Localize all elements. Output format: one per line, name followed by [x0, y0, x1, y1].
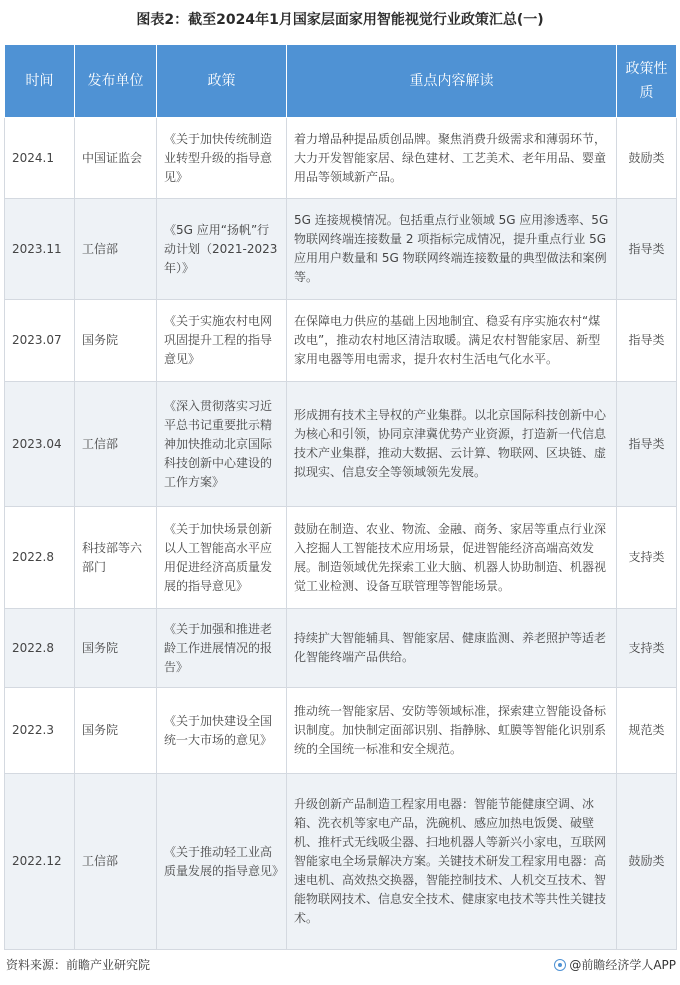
- cell-date: 2022.3: [5, 688, 75, 774]
- cell-date: 2022.12: [5, 774, 75, 950]
- cell-date: 2023.07: [5, 300, 75, 382]
- cell-issuer: 工信部: [75, 382, 157, 507]
- cell-issuer: 工信部: [75, 199, 157, 300]
- table-row: [5, 774, 677, 950]
- cell-nature: 支持类: [617, 507, 677, 609]
- cell-issuer: 工信部: [75, 774, 157, 950]
- cell-content: 鼓励在制造、农业、物流、金融、商务、家居等重点行业深入挖掘人工智能技术应用场景，促进智能经济高端高效发展。制造领域优先探索工业大脑、机器人协助制造、机器视觉工业检测、设备互联管理等智能场景。: [287, 507, 617, 609]
- chart-title: 图表2：截至2024年1月国家层面家用智能视觉行业政策汇总(一): [136, 12, 544, 28]
- cell-nature: 支持类: [617, 609, 677, 688]
- cell-nature: 指导类: [617, 300, 677, 382]
- table-row: [5, 199, 677, 300]
- table-header-row: [5, 45, 677, 118]
- cell-nature: 鼓励类: [617, 118, 677, 199]
- table-row: [5, 507, 677, 609]
- cell-policy: 《关于加快场景创新以人工智能高水平应用促进经济高质量发展的指导意见》: [157, 507, 287, 609]
- cell-issuer: 国务院: [75, 300, 157, 382]
- cell-issuer: 国务院: [75, 609, 157, 688]
- cell-issuer: 国务院: [75, 688, 157, 774]
- cell-date: 2022.8: [5, 609, 75, 688]
- cell-policy: 《深入贯彻落实习近平总书记重要批示精神加快推动北京国际科技创新中心建设的工作方案》: [157, 382, 287, 507]
- cell-policy: 《5G 应用“扬帆”行动计划（2021-2023年）》: [157, 199, 287, 300]
- table-row: [5, 688, 677, 774]
- cell-date: 2022.8: [5, 507, 75, 609]
- cell-content: 5G 连接规模情况。包括重点行业领域 5G 应用渗透率、5G 物联网终端连接数量 2 项指标完成情况，提升重点行业 5G 应用用户数量和 5G 物联网终端连接数量的典型做法和案例等。: [287, 199, 617, 300]
- cell-nature: 指导类: [617, 199, 677, 300]
- footer: [4, 954, 676, 976]
- header-date: 时间: [5, 45, 75, 118]
- cell-date: 2023.11: [5, 199, 75, 300]
- cell-policy: 《关于加强和推进老龄工作进展情况的报告》: [157, 609, 287, 688]
- table-row: [5, 382, 677, 507]
- cell-nature: 鼓励类: [617, 774, 677, 950]
- cell-date: 2024.1: [5, 118, 75, 199]
- qianzhan-logo-icon: [554, 959, 566, 971]
- header-issuer: 发布单位: [75, 45, 157, 118]
- cell-policy: 《关于推动轻工业高质量发展的指导意见》: [157, 774, 287, 950]
- cell-content: 推动统一智能家居、安防等领域标准，探索建立智能设备标识制度。加快制定面部识别、指静脉、虹膜等智能化识别系统的全国统一标准和安全规范。: [287, 688, 617, 774]
- cell-content: 在保障电力供应的基础上因地制宜、稳妥有序实施农村“煤改电”，推动农村地区清洁取暖。满足农村智能家居、新型家用电器等用电需求，提升农村生活电气化水平。: [287, 300, 617, 382]
- cell-issuer: 中国证监会: [75, 118, 157, 199]
- brand-signature: [554, 954, 676, 976]
- header-policy: 政策: [157, 45, 287, 118]
- source-note: 资料来源：前瞻产业研究院: [6, 958, 151, 972]
- table-row: [5, 118, 677, 199]
- cell-policy: 《关于实施农村电网巩固提升工程的指导意见》: [157, 300, 287, 382]
- table-row: [5, 609, 677, 688]
- cell-policy: 《关于加快建设全国统一大市场的意见》: [157, 688, 287, 774]
- cell-content: 形成拥有技术主导权的产业集群。以北京国际科技创新中心为核心和引领，协同京津冀优势产业资源，打造新一代信息技术产业集群，推动大数据、云计算、物联网、区块链、虚拟现实、信息安全等领域领先发展。: [287, 382, 617, 507]
- cell-nature: 指导类: [617, 382, 677, 507]
- brand-text: @前瞻经济学人APP: [569, 958, 676, 972]
- cell-content: 升级创新产品制造工程家用电器：智能节能健康空调、冰箱、洗衣机等家电产品，洗碗机、感应加热电饭煲、破壁机、推杆式无线吸尘器、扫地机器人等新兴小家电，互联网智能家电全场景解决方案。关键技术研发工程家用电器：高速电机、高效热交换器，智能控制技术、人机交互技术、智能物联网技术、信息安全技术、健康家电技术等共性关键技术。: [287, 774, 617, 950]
- cell-content: 持续扩大智能辅具、智能家居、健康监测、养老照护等适老化智能终端产品供给。: [287, 609, 617, 688]
- cell-policy: 《关于加快传统制造业转型升级的指导意见》: [157, 118, 287, 199]
- cell-date: 2023.04: [5, 382, 75, 507]
- header-content: 重点内容解读: [287, 45, 617, 118]
- cell-content: 着力增品种提品质创品牌。聚焦消费升级需求和薄弱环节，大力开发智能家居、绿色建材、工艺美术、老年用品、婴童用品等领域新产品。: [287, 118, 617, 199]
- header-nature: 政策性质: [617, 45, 677, 118]
- table-row: [5, 300, 677, 382]
- cell-nature: 规范类: [617, 688, 677, 774]
- cell-issuer: 科技部等六部门: [75, 507, 157, 609]
- policy-table: [4, 44, 677, 950]
